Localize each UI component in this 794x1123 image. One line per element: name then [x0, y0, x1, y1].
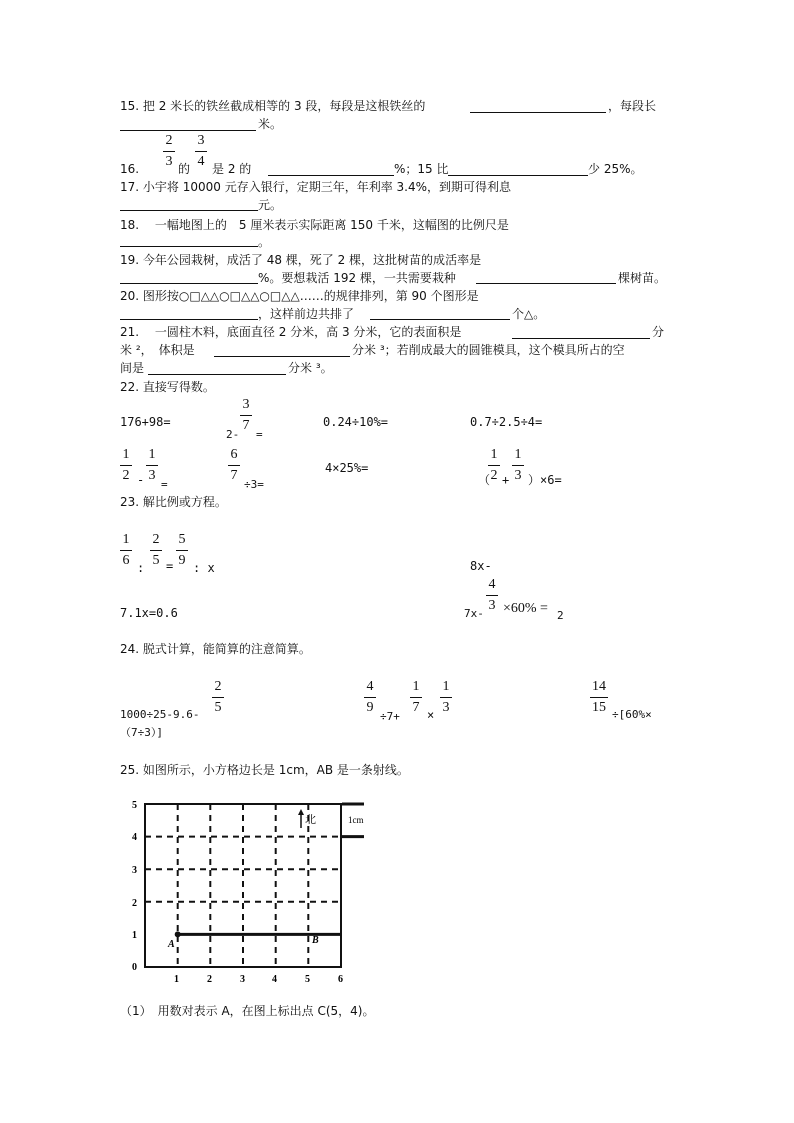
x-axis-labels [174, 974, 343, 985]
q22-expr-7: 4×25%= [325, 461, 369, 475]
q22-expr-8-pre: （ [478, 473, 491, 487]
q16-blank-1[interactable] [268, 175, 394, 176]
q22-expr-2-pre: 2- [226, 428, 240, 441]
q16-frac-1: 2 3 [163, 134, 175, 169]
q19-blank-1[interactable] [120, 283, 258, 284]
north-label: 北 [305, 814, 316, 826]
q25-sub1: （1） 用数对表示 A，在图上标出点 C(5，4)。 [120, 1004, 375, 1018]
y-label-3: 3 [132, 865, 137, 876]
q19-blank-2[interactable] [476, 283, 616, 284]
q15-blank-1[interactable] [470, 112, 606, 113]
x-label-2: 2 [207, 974, 212, 985]
y-label-5: 5 [132, 800, 137, 811]
q17-text-b: 元。 [258, 198, 283, 212]
q22-expr-1: 176+98= [120, 415, 171, 429]
q19-text-c: 棵树苗。 [618, 271, 667, 285]
q22-expr-2-post: = [256, 428, 263, 441]
q21-blank-3[interactable] [148, 374, 286, 375]
q23-p1-frac-2: 2 5 [150, 533, 162, 568]
q25-title: 25. 如图所示，小方格边长是 1cm，AB 是一条射线。 [120, 763, 409, 777]
q24-c2-mid-2: × [427, 708, 435, 722]
q16-text-c: %；15 比 [394, 162, 449, 176]
q22-expr-8-mid: + [502, 473, 510, 487]
q22-expr-3: 0.24÷10%= [323, 415, 389, 429]
q17-blank[interactable] [120, 210, 258, 211]
q23-p1-frac-3: 5 9 [176, 533, 188, 568]
y-label-2: 2 [132, 898, 137, 909]
q24-c1-pre: 1000÷25-9.6- [120, 708, 200, 721]
q23-p4-pre: 7x- [464, 607, 484, 620]
q16-frac-2: 3 4 [195, 134, 207, 169]
q20-text-b: ，这样前边共排了 [258, 307, 355, 321]
q23-title: 23. 解比例或方程。 [120, 495, 227, 509]
north-arrow-icon [298, 809, 304, 815]
q21-blank-2[interactable] [214, 356, 350, 357]
q22-expr-5-frac-2: 1 3 [146, 448, 158, 483]
q25-grid-figure [120, 792, 370, 987]
x-label-5: 5 [305, 974, 310, 985]
q16-text-d: 少 25%。 [588, 162, 643, 176]
q23-p1-frac-1: 1 6 [120, 533, 132, 568]
q15-text-a: 15. 把 2 米长的铁丝截成相等的 3 段，每段是这根铁丝的 [120, 99, 426, 113]
q17-text-a: 17. 小宇将 10000 元存入银行，定期三年，年利率 3.4%，到期可得利息 [120, 180, 512, 194]
q19-text-b: %。要想栽活 192 棵，一共需要栽种 [258, 271, 456, 285]
y-label-4: 4 [132, 832, 137, 843]
y-axis-labels [132, 800, 137, 973]
q22-expr-6-frac: 6 7 [228, 448, 240, 483]
q16-text-a: 的 [178, 162, 191, 176]
q24-c2-frac-3: 1 3 [440, 680, 452, 715]
q23-p1-colon-x: : x [193, 561, 215, 575]
q23-p3: 7.1x=0.6 [120, 606, 178, 620]
q21-text-d: 分米 ³；若削成最大的圆锥模具，这个模具所占的空 [352, 343, 625, 357]
q19-text-a: 19. 今年公园栽树，成活了 48 棵，死了 2 棵，这批树苗的成活率是 [120, 253, 482, 267]
point-a-dot [175, 931, 181, 937]
q24-c1-line2: （7÷3）] [120, 726, 163, 739]
grid-dashed-verticals [178, 804, 309, 967]
q21-text-a: 21. 一圆柱木料，底面直径 2 分米，高 3 分米，它的表面积是 [120, 325, 462, 339]
scale-label: 1cm [348, 815, 364, 825]
q21-text-c: 米 ²， 体积是 [120, 343, 195, 357]
q20-text-a: 20. 图形按○□△△○□△△○□△△……的规律排列，第 90 个图形是 [120, 289, 479, 303]
q18-blank[interactable] [120, 246, 258, 247]
q20-blank-1[interactable] [120, 319, 258, 320]
q22-expr-4: 0.7÷2.5÷4= [470, 415, 543, 429]
q22-expr-8-post: ）×6= [528, 473, 562, 487]
q15-blank-2[interactable] [120, 130, 256, 131]
q22-expr-8-frac-2: 1 3 [512, 448, 524, 483]
x-label-4: 4 [272, 974, 277, 985]
q21-text-e: 间是 [120, 361, 145, 375]
q24-c3-frac: 14 15 [592, 679, 606, 715]
q22-expr-5-mid: - [137, 473, 145, 487]
q16-text-b: 是 2 的 [212, 162, 252, 176]
q22-expr-5-post: = [161, 478, 168, 491]
q21-text-b: 分 [652, 325, 665, 339]
q15-text-b: ，每段长 [608, 99, 657, 113]
q16-label: 16. [120, 162, 140, 176]
x-label-6: 6 [338, 974, 343, 985]
x-label-1: 1 [174, 974, 179, 985]
q24-c2-frac-1: 4 9 [364, 680, 376, 715]
q21-blank-1[interactable] [512, 338, 650, 339]
q23-p1-eq: = [166, 559, 174, 573]
x-label-3: 3 [240, 974, 245, 985]
q24-c3-post: ÷[60%× [612, 708, 652, 721]
q18-text-b: 。 [258, 235, 271, 249]
q23-p2: 8x- [470, 559, 492, 573]
q24-title: 24. 脱式计算，能简算的注意简算。 [120, 642, 311, 656]
q23-p4-post: 2 [557, 609, 564, 622]
q22-expr-6-post: ÷3= [244, 478, 264, 491]
q22-expr-5-frac-1: 1 2 [120, 448, 132, 483]
q24-c1-frac: 2 5 [212, 680, 224, 715]
q22-expr-2-frac: 3 7 [240, 398, 252, 433]
q20-text-c: 个△。 [512, 307, 546, 321]
q21-text-f: 分米 ³。 [288, 361, 333, 375]
q20-blank-2[interactable] [370, 319, 510, 320]
q16-blank-2[interactable] [448, 175, 588, 176]
q22-expr-8-frac-1: 1 2 [488, 448, 500, 483]
point-b-label: B [312, 935, 319, 946]
q23-p4-mid: ×60% = [503, 601, 548, 616]
q22-title: 22. 直接写得数。 [120, 380, 215, 394]
q18-text-a: 18. 一幅地图上的 5 厘米表示实际距离 150 千米，这幅图的比例尺是 [120, 218, 509, 232]
q23-p1-colon-1: : [137, 561, 145, 575]
q24-c2-mid-1: ÷7+ [380, 710, 400, 723]
y-label-0: 0 [132, 962, 137, 973]
y-label-1: 1 [132, 930, 137, 941]
q15-text-c: 米。 [258, 117, 283, 131]
q23-p4-frac: 4 3 [486, 578, 498, 613]
point-a-label: A [168, 939, 175, 950]
q24-c2-frac-2: 1 7 [410, 680, 422, 715]
